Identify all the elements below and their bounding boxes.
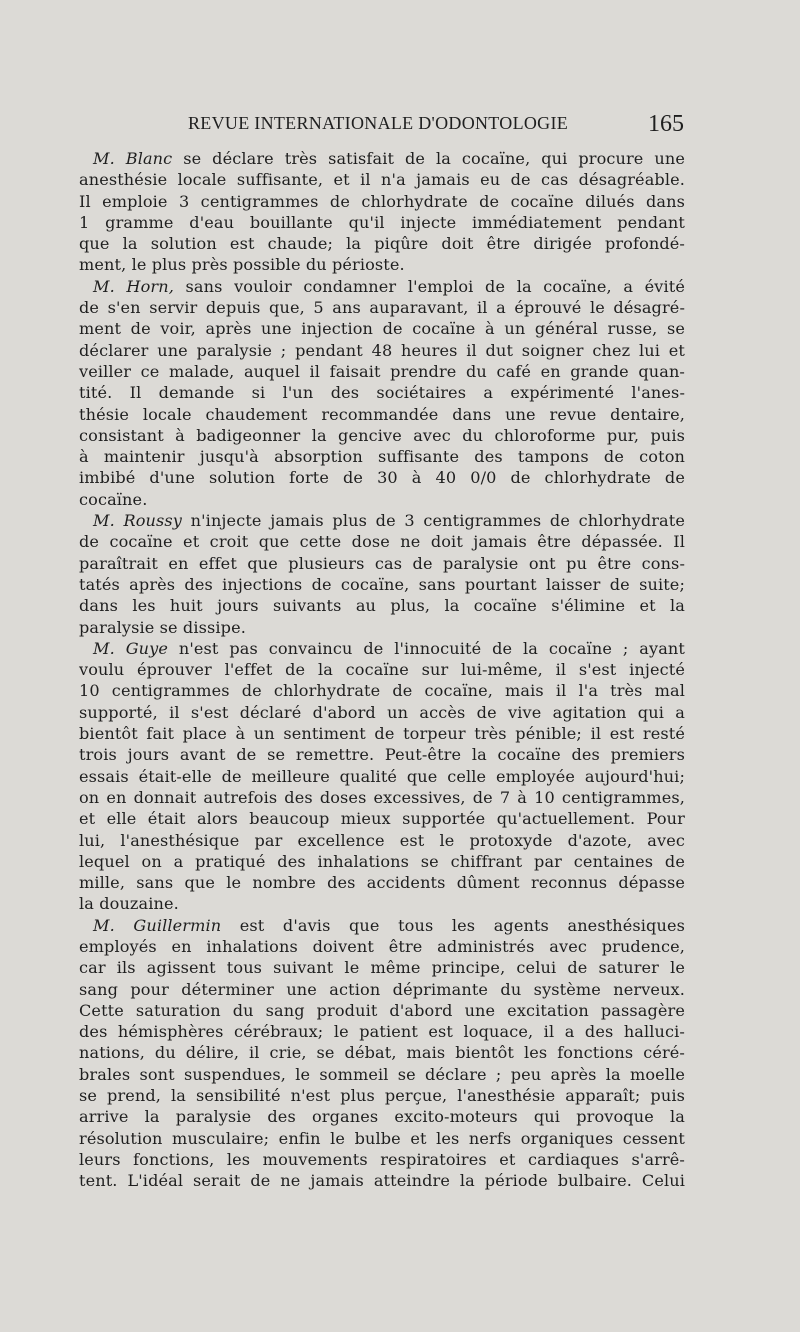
speaker-name: M. Guillermin — [93, 915, 222, 935]
paragraph-line: M. Horn, sans vouloir condamner l'emploi de la cocaïne, a évité — [93, 276, 685, 296]
running-title: REVUE INTERNATIONALE D'ODONTOLOGIE — [188, 113, 569, 133]
paragraph-line: ment, le plus près possible du périoste. — [79, 255, 405, 275]
paragraph-line: sang pour déterminer une action déprimante du système nerveux. — [79, 979, 685, 999]
paragraph-line: veiller ce malade, auquel il faisait prendre du café en grande quan- — [79, 361, 685, 381]
paragraph-line: lui, l'anesthésique par excellence est le protoxyde d'azote, avec — [79, 830, 685, 850]
paragraph-line: tité. Il demande si l'un des sociétaires a expérimenté l'anes- — [79, 383, 685, 403]
paragraph-line: mille, sans que le nombre des accidents dûment reconnus dépasse — [79, 873, 685, 893]
paragraph-line: de s'en servir depuis que, 5 ans auparavant, il a éprouvé le désagré- — [79, 298, 685, 318]
paragraph-line: à maintenir jusqu'à absorption suffisante des tampons de coton — [79, 447, 685, 467]
paragraph-guillermin — [79, 915, 685, 1192]
paragraph-line: thésie locale chaudement recommandée dans une revue dentaire, — [79, 404, 685, 424]
paragraph-line: cocaïne. — [79, 489, 148, 509]
paragraph-line: voulu éprouver l'effet de la cocaïne sur lui-même, il s'est injecté — [79, 660, 685, 680]
paragraph-line: essais était-elle de meilleure qualité que celle employée aujourd'hui; — [79, 766, 685, 786]
paragraph-line: paraîtrait en effet que plusieurs cas de paralysie ont pu être cons- — [79, 553, 685, 573]
paragraph-line: nations, du délire, il crie, se débat, mais bientôt les fonctions céré- — [79, 1043, 685, 1063]
paragraph-line: tent. L'idéal serait de ne jamais atteindre la période bulbaire. Celui — [79, 1171, 685, 1191]
paragraph-line: Il emploie 3 centigrammes de chlorhydrate de cocaïne dilués dans — [79, 191, 685, 211]
paragraph-line: dans les huit jours suivants au plus, la cocaïne s'élimine et la — [79, 596, 685, 616]
paragraph-line: ment de voir, après une injection de cocaïne à un général russe, se — [79, 319, 685, 339]
paragraph-line: employés en inhalations doivent être administrés avec prudence, — [79, 936, 685, 956]
paragraph-line: M. Guye n'est pas convaincu de l'innocuité de la cocaïne ; ayant — [93, 638, 685, 658]
paragraph-blanc — [79, 148, 685, 276]
paragraph-line: tatés après des injections de cocaïne, sans pourtant laisser de suite; — [79, 574, 685, 594]
paragraph-line: 1 gramme d'eau bouillante qu'il injecte immédiatement pendant — [79, 212, 685, 232]
paragraph-line: résolution musculaire; enfin le bulbe et les nerfs organiques cessent — [79, 1128, 685, 1148]
paragraph-line: M. Blanc se déclare très satisfait de la cocaïne, qui procure une — [93, 149, 685, 168]
paragraph-line: anesthésie locale suffisante, et il n'a jamais eu de cas désagréable. — [79, 170, 685, 190]
page-header — [188, 113, 684, 141]
paragraph-line: supporté, il s'est déclaré d'abord un accès de vive agitation qui a — [79, 702, 685, 722]
paragraph-line: leurs fonctions, les mouvements respiratoires et cardiaques s'arrê- — [79, 1149, 685, 1169]
speaker-name: M. Guye — [93, 638, 169, 658]
paragraph-line: M. Guillermin est d'avis que tous les agents anesthésiques — [93, 915, 685, 935]
speaker-name: M. Horn, — [93, 276, 174, 296]
paragraph-line: la douzaine. — [79, 894, 179, 914]
paragraph-line: se prend, la sensibilité n'est plus perçue, l'anesthésie apparaît; puis — [79, 1086, 685, 1106]
paragraph-line: paralysie se dissipe. — [79, 617, 246, 637]
paragraph-line: 10 centigrammes de chlorhydrate de cocaïne, mais il l'a très mal — [79, 681, 685, 701]
paragraph-line: M. Roussy n'injecte jamais plus de 3 centigrammes de chlorhydrate — [93, 511, 685, 531]
page-text — [79, 148, 685, 1192]
speaker-name: M. Roussy — [93, 511, 182, 531]
paragraph-line: lequel on a pratiqué des inhalations se chiffrant par centaines de — [79, 851, 685, 871]
paragraph-line: déclarer une paralysie ; pendant 48 heures il dut soigner chez lui et — [79, 340, 685, 360]
paragraph-line: bientôt fait place à un sentiment de torpeur très pénible; il est resté — [79, 724, 685, 744]
paragraph-line: brales sont suspendues, le sommeil se déclare ; peu après la moelle — [79, 1064, 685, 1084]
paragraph-line: consistant à badigeonner la gencive avec du chloroforme pur, puis — [79, 425, 685, 445]
paragraph-line: des hémisphères cérébraux; le patient est loquace, il a des halluci- — [79, 1022, 685, 1042]
paragraph-line: que la solution est chaude; la piqûre doit être dirigée profondé- — [79, 234, 685, 254]
paragraph-line: on en donnait autrefois des doses excessives, de 7 à 10 centigrammes, — [79, 787, 685, 807]
paragraph-roussy — [79, 510, 685, 638]
paragraph-line: de cocaïne et croit que cette dose ne doit jamais être dépassée. Il — [79, 532, 685, 552]
paragraph-guye — [79, 638, 685, 915]
paragraph-line: arrive la paralysie des organes excito-moteurs qui provoque la — [79, 1107, 685, 1127]
page-number: 165 — [648, 111, 684, 137]
speaker-name: M. Blanc — [93, 149, 173, 168]
paragraph-line: car ils agissent tous suivant le même principe, celui de saturer le — [79, 958, 685, 978]
paragraph-line: Cette saturation du sang produit d'abord une excitation passagère — [79, 1000, 685, 1020]
paragraph-line: et elle était alors beaucoup mieux supportée qu'actuellement. Pour — [79, 809, 685, 829]
paragraph-line: imbibé d'une solution forte de 30 à 40 0/0 de chlorhydrate de — [79, 468, 685, 488]
paragraph-horn — [79, 276, 685, 510]
paragraph-line: trois jours avant de se remettre. Peut-être la cocaïne des premiers — [79, 745, 685, 765]
